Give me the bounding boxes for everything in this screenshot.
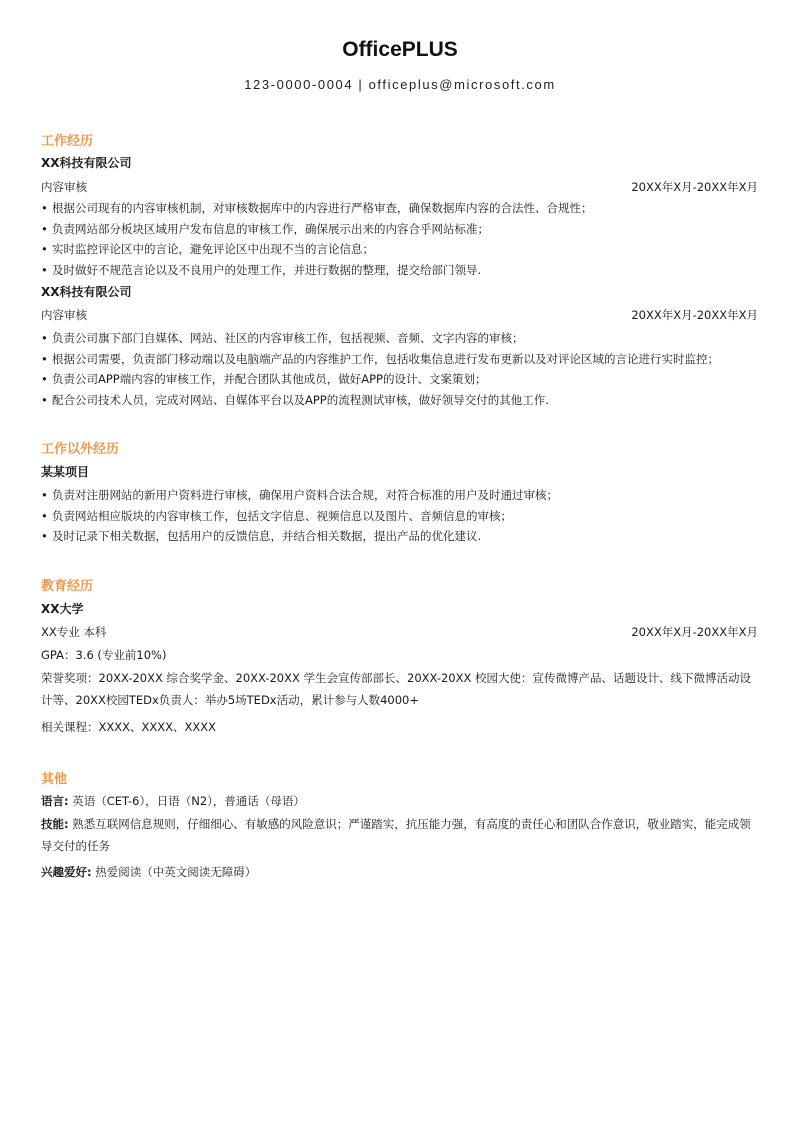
job-date: 20XX年X月-20XX年X月 [631, 308, 758, 322]
skills-line [41, 813, 759, 857]
gpa: GPA：3.6 (专业前10%) [41, 648, 167, 662]
hobby-label: 兴趣爱好: [41, 865, 92, 879]
skills-label: 技能: [41, 817, 69, 831]
hobby-value: 热爱阅读（中英文阅读无障碍） [91, 865, 257, 879]
language-line [41, 793, 305, 809]
school-name: XX大学 [41, 602, 84, 616]
major: XX专业 本科 [41, 625, 107, 639]
job-bullet: • 负责公司APP端内容的审核工作，并配合团队其他成员，做好APP的设计、文案策划； [41, 371, 486, 387]
job-bullet: • 根据公司现有的内容审核机制，对审核数据库中的内容进行严格审查，确保数据库内容的合法性、合规性； [41, 200, 593, 216]
job-date: 20XX年X月-20XX年X月 [631, 180, 758, 194]
resume-name: OfficePLUS [342, 38, 458, 61]
job-bullet: • 实时监控评论区中的言论，避免评论区中出现不当的言论信息； [41, 241, 374, 257]
education-date: 20XX年X月-20XX年X月 [631, 625, 758, 639]
project-name: 某某项目 [41, 465, 90, 479]
company-name: XX科技有限公司 [41, 285, 132, 299]
skills-value: 熟悉互联网信息规则，仔细细心、有敏感的风险意识；严谨踏实，抗压能力强，有高度的责任心和团队合作意识，敬业踏实，能完成领导交付的任务 [41, 817, 751, 853]
contact-line: 123-0000-0004 | officeplus@microsoft.com [244, 77, 556, 92]
hobby-line [41, 864, 256, 880]
section-title-extra: 工作以外经历 [41, 442, 120, 457]
job-bullet: • 根据公司需要，负责部门移动端以及电脑端产品的内容维护工作，包括收集信息进行发布更新以及对评论区域的言论进行实时监控； [41, 351, 719, 367]
job-bullet: • 负责网站部分板块区域用户发布信息的审核工作，确保展示出来的内容合乎网站标准； [41, 221, 489, 237]
job-bullet: • 配合公司技术人员，完成对网站、自媒体平台以及APP的流程测试审核，做好领导交付的其他工作. [41, 392, 549, 408]
company-name: XX科技有限公司 [41, 156, 132, 170]
project-bullet: • 负责对注册网站的新用户资料进行审核，确保用户资料合法合规，对符合标准的用户及时通过审核； [41, 487, 558, 503]
section-title-other: 其他 [41, 772, 68, 787]
project-bullet: • 负责网站相应版块的内容审核工作，包括文字信息、视频信息以及图片、音频信息的审核； [41, 508, 512, 524]
language-label: 语言: [41, 794, 69, 808]
courses: 相关课程：XXXX、XXXX、XXXX [41, 720, 217, 734]
section-title-education: 教育经历 [41, 579, 94, 594]
job-bullet: • 负责公司旗下部门自媒体、网站、社区的内容审核工作，包括视频、音频、文字内容的审核； [41, 330, 524, 346]
language-value: 英语（CET-6），日语（N2），普通话（母语） [68, 794, 305, 808]
job-bullet: • 及时做好不规范言论以及不良用户的处理工作，并进行数据的整理，提交给部门领导. [41, 262, 481, 278]
project-bullet: • 及时记录下相关数据，包括用户的反馈信息，并结合相关数据，提出产品的优化建议. [41, 528, 481, 544]
job-role: 内容审核 [41, 308, 87, 322]
section-title-work: 工作经历 [41, 134, 94, 149]
job-role: 内容审核 [41, 180, 87, 194]
honors: 荣誉奖项：20XX-20XX 综合奖学金、20XX-20XX 学生会宣传部部长、20XX-20XX 校园大使：宣传微博产品、话题设计、线下微博活动设计等、20XX校园TEDx负责人：举办5场TEDx活动，累计参与人数4000+ [41, 671, 752, 707]
